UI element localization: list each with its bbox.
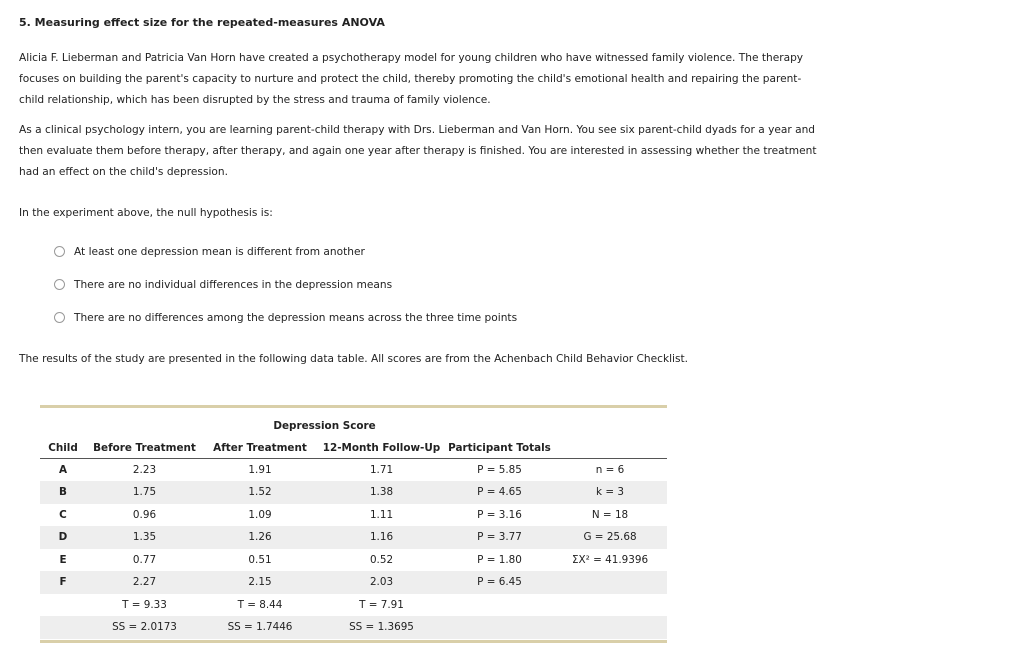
table-cell: SS = 2.0173 <box>112 621 177 634</box>
answer-option[interactable] <box>54 306 517 339</box>
question-title: 5. Measuring effect size for the repeated-measures ANOVA <box>19 16 385 29</box>
table-row <box>40 594 667 617</box>
table-cell <box>40 616 86 639</box>
radio-button[interactable] <box>54 246 65 257</box>
table-cell: k = 3 <box>596 486 624 499</box>
answer-option-label[interactable]: There are no differences among the depression means across the three time points <box>74 311 518 324</box>
table-row <box>40 616 667 639</box>
table-cell: 0.77 <box>132 553 157 566</box>
table-cell: 1.52 <box>248 486 272 499</box>
table-cell: SS = 1.3695 <box>349 621 414 634</box>
radio-button[interactable] <box>54 279 65 290</box>
table-cell: 0.96 <box>132 508 157 521</box>
table-cell: T = 9.33 <box>122 598 167 611</box>
table-cell: ΣX² = 41.9396 <box>571 553 649 566</box>
table-cell: F <box>59 576 67 589</box>
table-cell: n = 6 <box>595 464 625 476</box>
table-intro: The results of the study are presented in the following data table. All scores are from the Achenbach Child Behavior Checklist. <box>19 353 689 365</box>
answer-options <box>54 240 517 339</box>
table-cell: 1.35 <box>132 531 157 544</box>
table-cell: 1.16 <box>369 531 394 544</box>
table-cell: 2.23 <box>132 464 157 476</box>
group-header-row <box>40 408 667 438</box>
table-cell: 1.26 <box>248 531 272 544</box>
radio-button[interactable] <box>54 312 65 323</box>
table-row <box>40 481 667 504</box>
table-cell: P = 5.85 <box>477 464 522 476</box>
table-cell: 0.52 <box>369 553 394 566</box>
table-row <box>40 459 667 482</box>
column-header: Participant Totals <box>446 438 553 459</box>
column-header-row <box>40 438 667 459</box>
table-cell: A <box>58 464 68 476</box>
answer-option-label[interactable]: There are no individual differences in the depression means <box>74 278 393 291</box>
table-cell: 1.11 <box>369 508 394 521</box>
column-header: Before Treatment <box>86 438 203 459</box>
column-header: Child <box>40 438 86 459</box>
table-cell: T = 7.91 <box>359 598 404 611</box>
table-row <box>40 504 667 527</box>
table-cell: B <box>59 486 67 499</box>
answer-option[interactable] <box>54 273 517 306</box>
table-cell: 2.27 <box>132 576 157 589</box>
answer-option-label[interactable]: At least one depression mean is different from another <box>74 245 365 258</box>
table-cell: 1.75 <box>132 486 157 499</box>
table-cell: 2.15 <box>248 576 272 589</box>
table-cell: 1.38 <box>369 486 394 499</box>
column-header: 12-Month Follow-Up <box>317 438 446 459</box>
table-cell: P = 3.77 <box>477 531 522 544</box>
table-cell: D <box>58 531 68 544</box>
table-cell: 1.09 <box>248 508 272 521</box>
data-table <box>40 408 667 639</box>
table-cell <box>553 594 667 617</box>
table-cell <box>40 594 86 617</box>
column-header <box>553 438 667 459</box>
table-bottom-rule <box>40 640 667 643</box>
table-cell <box>446 616 553 639</box>
table-row <box>40 526 667 549</box>
table-cell: P = 6.45 <box>477 576 522 589</box>
table-cell: P = 4.65 <box>477 486 522 499</box>
table-cell: G = 25.68 <box>583 531 637 544</box>
table-cell <box>553 571 667 594</box>
table-cell: E <box>59 553 67 566</box>
table-cell: SS = 1.7446 <box>227 621 293 634</box>
table-cell: 1.71 <box>369 464 394 476</box>
table-cell: P = 1.80 <box>477 553 522 566</box>
answer-option[interactable] <box>54 240 517 273</box>
table-row <box>40 549 667 572</box>
table-cell <box>553 616 667 639</box>
question-prompt: In the experiment above, the null hypothesis is: <box>19 207 273 219</box>
table-cell: 1.91 <box>248 464 272 476</box>
table-cell: T = 8.44 <box>237 598 283 611</box>
table-row <box>40 571 667 594</box>
table-cell <box>446 594 553 617</box>
depression-score-header: Depression Score <box>273 420 376 432</box>
table-cell: C <box>59 508 67 521</box>
scenario-paragraph: Alicia F. Lieberman and Patricia Van Horn have created a psychotherapy model for young children who have witnessed family violence. The therapy focuses on building the parent's capacity to nurture and protect the child, thereby promoting the child's emotional health and repairing the parent-child relationship, which has been disrupted by the stress and trauma of family violence. <box>19 52 804 106</box>
table-cell: P = 3.16 <box>477 508 522 521</box>
table-cell: 0.51 <box>248 553 272 566</box>
data-table-container <box>40 405 667 643</box>
table-cell: 2.03 <box>369 576 394 589</box>
internship-paragraph: As a clinical psychology intern, you are learning parent-child therapy with Drs. Lieberman and Van Horn. You see six parent-child dyads for a year and then evaluate them before therapy, after therapy, and again one year after therapy is finished. You are interested in assessing whether the treatment had an effect on the child's depression. <box>19 124 817 178</box>
column-header: After Treatment <box>203 438 317 459</box>
table-cell: N = 18 <box>591 508 629 521</box>
